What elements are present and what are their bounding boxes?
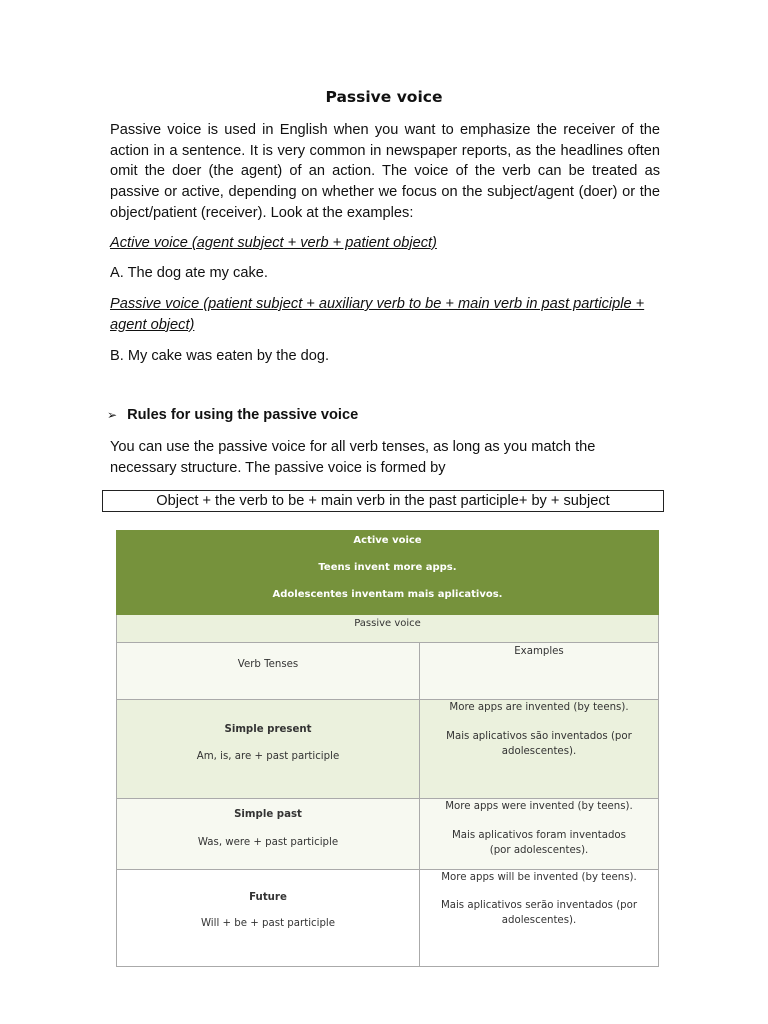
arrow-bullet-icon: ➢ — [107, 408, 118, 422]
tense-form: Will + be + past participle — [200, 918, 336, 929]
formula-box: Object + the verb to be + main verb in the past participle+ by + subject — [102, 490, 664, 512]
table-row — [116, 700, 659, 799]
col-header-tenses: Verb Tenses — [237, 659, 299, 670]
col-header-examples: Examples — [514, 646, 564, 657]
tense-name: Future — [249, 892, 287, 903]
passive-voice-header: Passive voice — [116, 615, 659, 643]
table-row — [116, 799, 659, 870]
usage-paragraph: You can use the passive voice for all verb tenses, as long as you match the necessary structure. The passive voice is formed by — [110, 439, 596, 476]
active-example-pt: Adolescentes inventam mais aplicativos. — [272, 589, 503, 600]
active-voice-label: Active voice (agent subject + verb + patient object) — [110, 235, 437, 251]
active-voice-header — [116, 530, 659, 615]
tense-form: Was, were + past participle — [197, 837, 339, 848]
active-example-en: Teens invent more apps. — [318, 562, 457, 573]
tense-name: Simple past — [234, 809, 302, 820]
example-en: More apps are invented (by teens). — [449, 702, 629, 713]
intro-paragraph: Passive voice is used in English when you want to emphasize the receiver of the action in a sentence. It is very common in newspaper reports, as the headlines often omit the doer (the agent) of an action. The voice of the verb can be treated as passive or active, depending on whether we focus on the subject/agent (doer) or the object/patient (receiver). Look at the examples: — [110, 122, 660, 221]
page-title: Passive voice — [325, 88, 443, 106]
example-pt: Mais aplicativos são inventados (por adolescentes). — [446, 731, 632, 757]
example-b: B. My cake was eaten by the dog. — [110, 348, 330, 364]
example-en: More apps will be invented (by teens). — [441, 872, 637, 883]
example-en: More apps were invented (by teens). — [445, 801, 633, 812]
passive-voice-label: Passive voice (patient subject + auxiliary verb to be + main verb in past participle + agent object) — [110, 296, 645, 333]
example-pt: Mais aplicativos foram inventados (por adolescentes). — [452, 830, 626, 856]
passive-voice-table — [116, 530, 659, 967]
rules-heading-text: Rules for using the passive voice — [127, 407, 359, 423]
table-header-row — [116, 643, 659, 700]
rules-heading — [107, 407, 358, 423]
tense-form: Am, is, are + past participle — [196, 751, 340, 762]
active-header-label: Active voice — [353, 535, 422, 546]
example-pt: Mais aplicativos serão inventados (por adolescentes). — [440, 900, 638, 926]
table-row — [116, 870, 659, 967]
example-a: A. The dog ate my cake. — [110, 265, 268, 281]
tense-name: Simple present — [224, 724, 312, 735]
